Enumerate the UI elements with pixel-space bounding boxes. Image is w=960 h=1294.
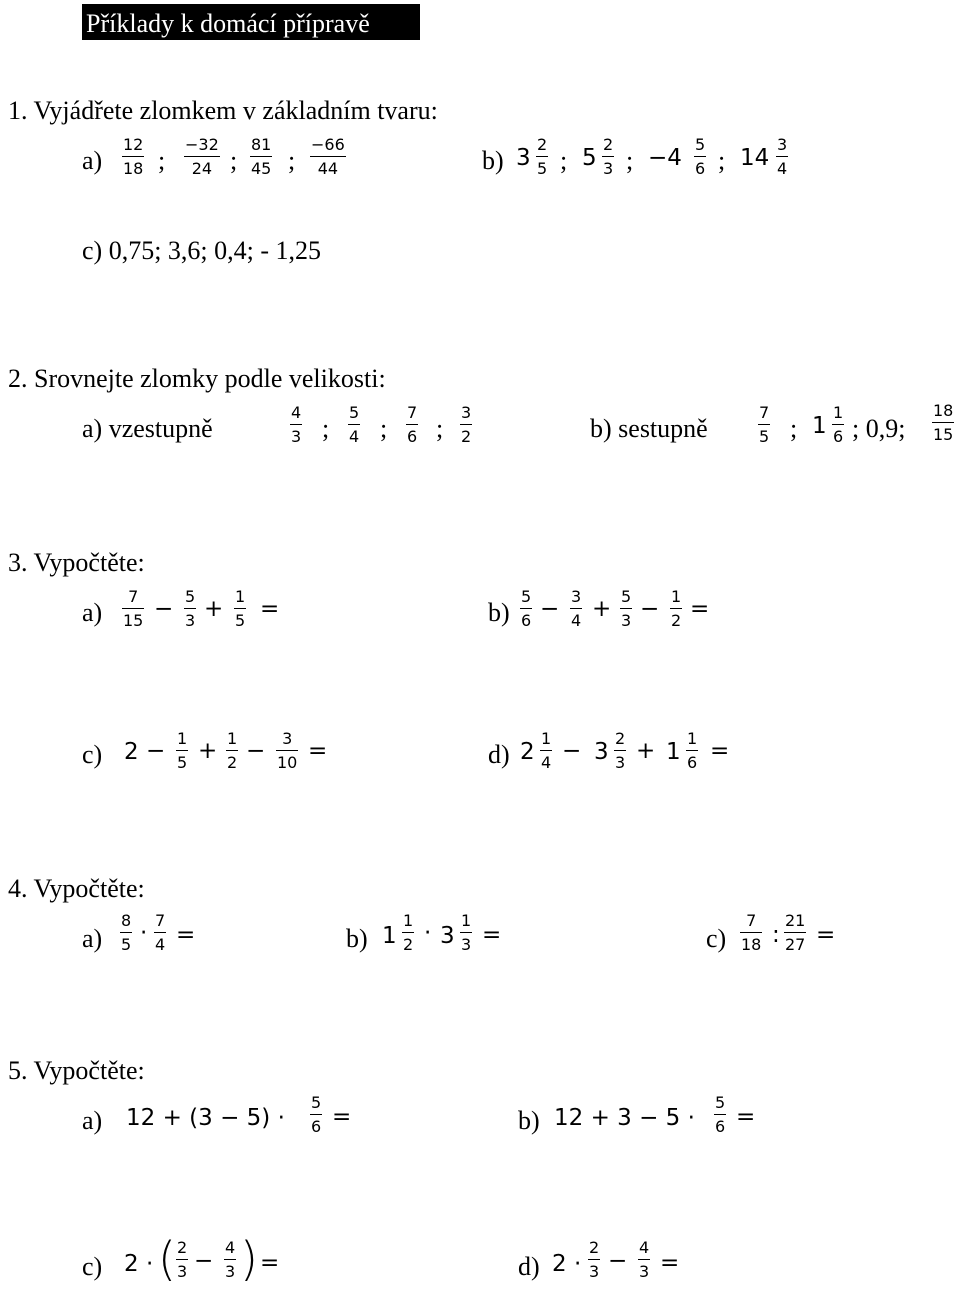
ex3-a-label: a) — [82, 598, 103, 627]
equals-sign: = — [308, 738, 328, 764]
fraction: 7 4 — [155, 911, 166, 954]
fraction: 4 3 — [639, 1238, 650, 1281]
fraction: 5 6 — [695, 135, 706, 178]
equals-sign: = — [332, 1104, 352, 1130]
fraction: 21 27 — [785, 911, 806, 954]
ex3-heading: 3. Vypočtěte: — [8, 548, 145, 577]
expression: 12 + (3 − 5) · — [126, 1105, 285, 1131]
ex4-b-label: b) — [346, 924, 368, 953]
equals-sign: = — [176, 922, 196, 948]
fraction: 7 15 — [123, 587, 144, 630]
page-title: Příklady k domácí přípravě — [86, 9, 370, 38]
mixed-whole: 1 — [382, 923, 397, 949]
ex2-heading: 2. Srovnejte zlomky podle velikosti: — [8, 364, 386, 393]
ex5-c-label: c) — [82, 1252, 103, 1281]
expression: 2 · — [124, 1251, 154, 1277]
fraction: 5 6 — [311, 1093, 322, 1136]
mixed-whole: 1 — [666, 739, 681, 765]
equals-sign: = — [816, 922, 836, 948]
plus-sign: + — [592, 596, 612, 622]
separator: ; — [436, 414, 444, 443]
separator: ; — [158, 146, 166, 175]
fraction: 1 2 — [671, 587, 682, 630]
title-banner — [82, 4, 420, 40]
plus-sign: + — [198, 738, 218, 764]
fraction: 3 4 — [777, 135, 788, 178]
fraction: 2 3 — [589, 1238, 600, 1281]
fraction: 1 6 — [833, 403, 844, 446]
mixed-whole: −4 — [648, 145, 682, 171]
ex5-d-label: d) — [518, 1252, 540, 1281]
right-paren: ) — [240, 1232, 258, 1286]
mixed-whole: 2 — [520, 739, 535, 765]
separator: ; — [718, 146, 726, 175]
fraction: 81 45 — [251, 135, 272, 178]
separator: ; — [288, 146, 296, 175]
equals-sign: = — [260, 596, 280, 622]
mixed-whole: 5 — [582, 145, 597, 171]
dot-operator: · — [424, 920, 432, 946]
fraction: 1 2 — [227, 729, 238, 772]
fraction: 5 4 — [349, 403, 360, 446]
ex2-a-label: a) vzestupně — [82, 414, 213, 443]
ex4-heading: 4. Vypočtěte: — [8, 874, 145, 903]
ex3-c-label: c) — [82, 740, 103, 769]
fraction: 1 5 — [235, 587, 246, 630]
fraction: 3 2 — [461, 403, 472, 446]
fraction: 4 3 — [291, 403, 302, 446]
minus-sign: − — [562, 738, 582, 764]
fraction: 5 3 — [621, 587, 632, 630]
ex1-heading: 1. Vyjádřete zlomkem v základním tvaru: — [8, 96, 438, 125]
ex5-a-label: a) — [82, 1106, 103, 1135]
whole-number: 2 — [124, 739, 139, 765]
separator: ; — [560, 146, 568, 175]
fraction: 7 18 — [741, 911, 762, 954]
ex3-b-label: b) — [488, 598, 510, 627]
fraction: 18 15 — [933, 401, 954, 444]
ex1-b-label: b) — [482, 146, 504, 175]
ex3-d-label: d) — [488, 740, 510, 769]
equals-sign: = — [690, 596, 710, 622]
fraction: 1 4 — [541, 729, 552, 772]
separator: ; — [322, 414, 330, 443]
separator: ; — [230, 146, 238, 175]
decimal-item: ; 0,9; — [852, 414, 906, 443]
fraction: 1 5 — [177, 729, 188, 772]
minus-sign: − — [146, 738, 166, 764]
fraction: 1 2 — [403, 911, 414, 954]
fraction: 7 6 — [407, 403, 418, 446]
equals-sign: = — [660, 1250, 680, 1276]
plus-sign: + — [636, 738, 656, 764]
fraction: 2 3 — [177, 1238, 188, 1281]
minus-sign: − — [640, 596, 660, 622]
fraction: 12 18 — [123, 135, 144, 178]
dot-operator: · — [140, 920, 148, 946]
fraction: 7 5 — [759, 403, 770, 446]
equals-sign: = — [710, 738, 730, 764]
mixed-whole: 3 — [516, 145, 531, 171]
mixed-whole: 3 — [440, 923, 455, 949]
fraction: 5 6 — [521, 587, 532, 630]
fraction: 4 3 — [225, 1238, 236, 1281]
fraction: 1 3 — [461, 911, 472, 954]
minus-sign: − — [194, 1248, 214, 1274]
separator: ; — [380, 414, 388, 443]
fraction: 2 5 — [537, 135, 548, 178]
minus-sign: − — [246, 738, 266, 764]
mixed-whole: 1 — [812, 413, 827, 439]
minus-sign: − — [608, 1248, 628, 1274]
ex4-c-label: c) — [706, 924, 727, 953]
minus-sign: − — [540, 596, 560, 622]
equals-sign: = — [260, 1250, 280, 1276]
left-paren: ( — [158, 1232, 176, 1286]
separator: ; — [626, 146, 634, 175]
ex2-b-label: b) sestupně — [590, 414, 708, 443]
ex1-c-line: c) 0,75; 3,6; 0,4; - 1,25 — [82, 236, 322, 265]
fraction: 3 10 — [277, 729, 298, 772]
colon-operator: : — [772, 922, 780, 948]
fraction: 8 5 — [121, 911, 132, 954]
equals-sign: = — [736, 1104, 756, 1130]
fraction: 2 3 — [615, 729, 626, 772]
mixed-whole: 14 — [740, 145, 770, 171]
fraction: 5 6 — [715, 1093, 726, 1136]
ex5-heading: 5. Vypočtěte: — [8, 1056, 145, 1085]
fraction: 1 6 — [687, 729, 698, 772]
expression: 12 + 3 − 5 · — [554, 1105, 695, 1131]
fraction: −66 44 — [311, 135, 345, 178]
fraction: 3 4 — [571, 587, 582, 630]
fraction: 5 3 — [185, 587, 196, 630]
fraction: −32 24 — [185, 135, 219, 178]
plus-sign: + — [204, 596, 224, 622]
ex5-b-label: b) — [518, 1106, 540, 1135]
ex4-a-label: a) — [82, 924, 103, 953]
ex1-a-label: a) — [82, 146, 103, 175]
mixed-whole: 3 — [594, 739, 609, 765]
expression: 2 · — [552, 1251, 582, 1277]
separator: ; — [790, 414, 798, 443]
equals-sign: = — [482, 922, 502, 948]
minus-sign: − — [154, 596, 174, 622]
fraction: 2 3 — [603, 135, 614, 178]
